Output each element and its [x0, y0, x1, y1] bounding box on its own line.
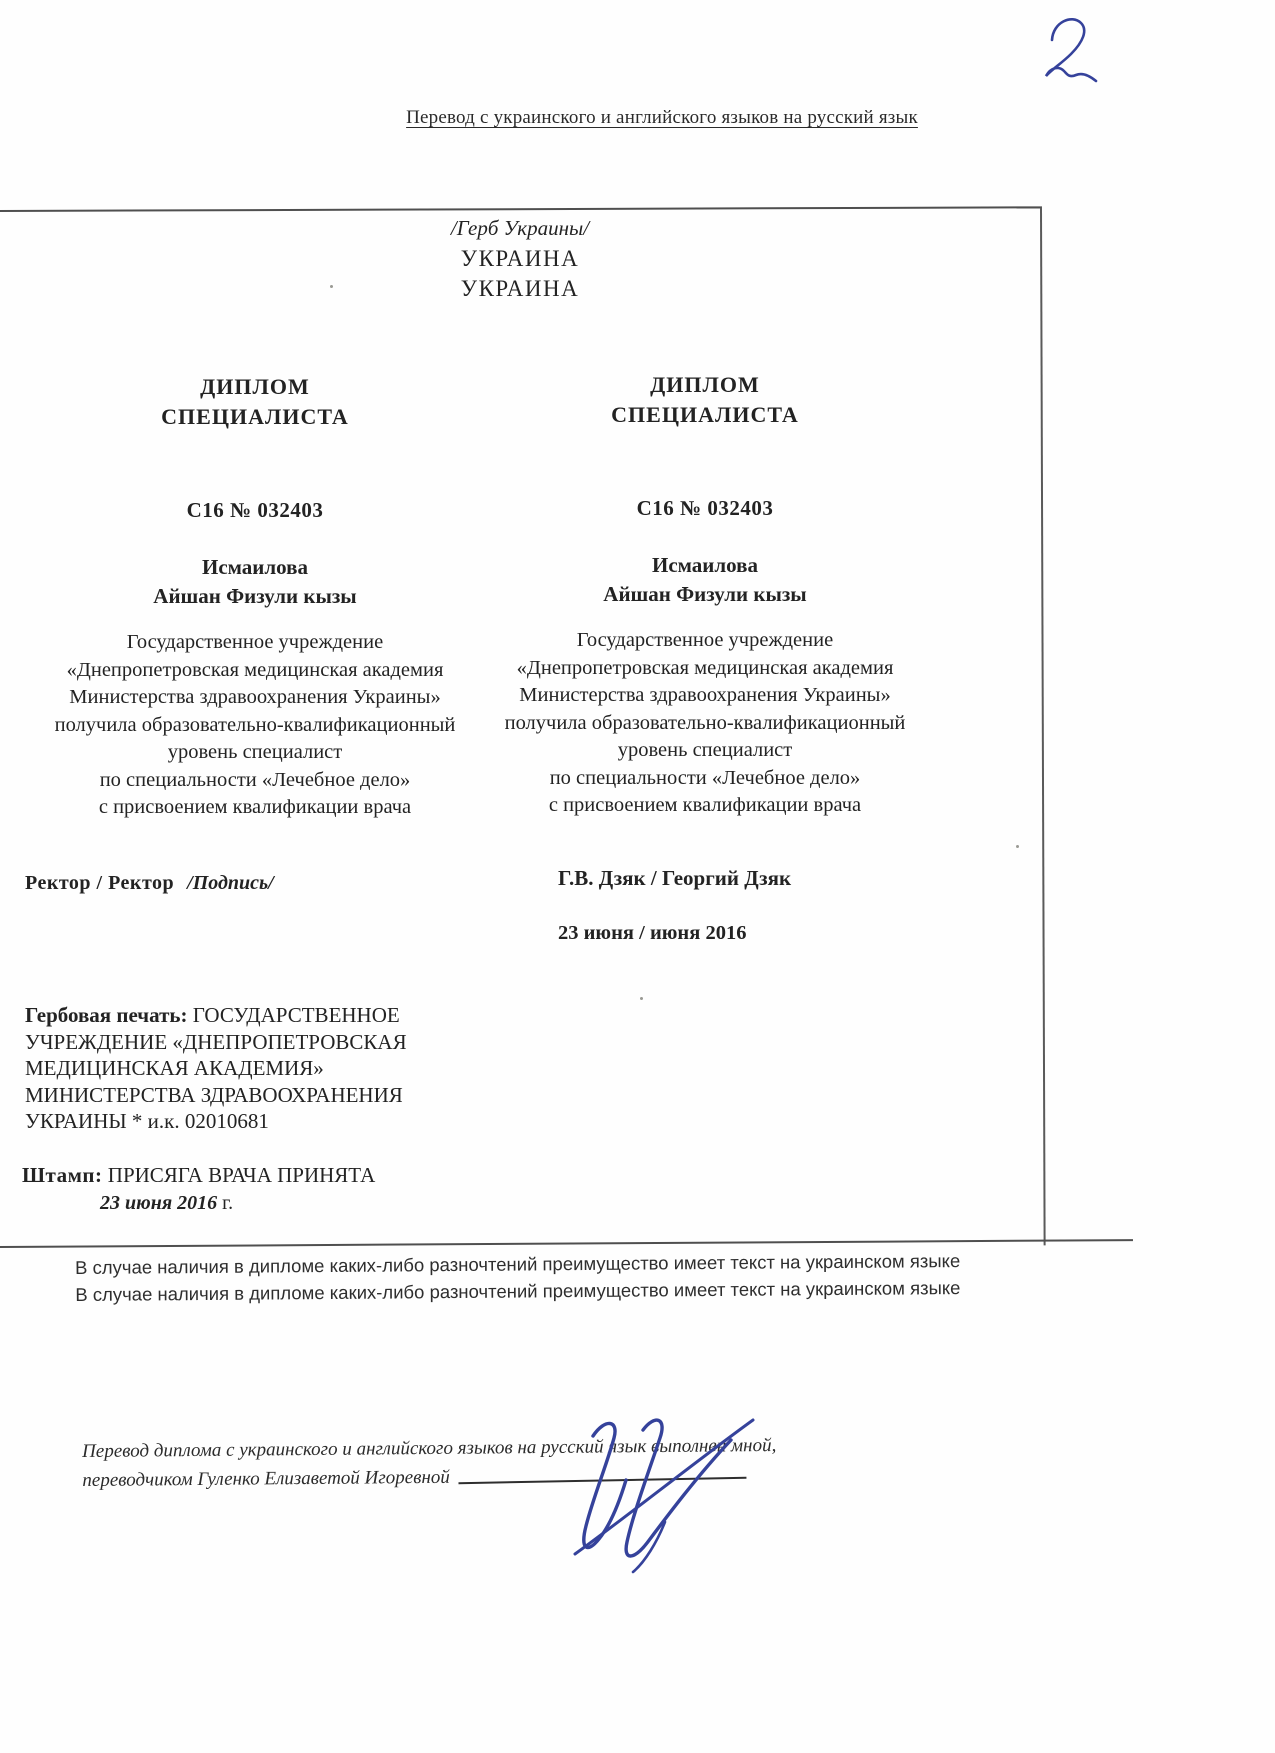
scan-speck: [640, 997, 643, 1000]
diploma-body-line: Государственное учреждение: [576, 629, 834, 651]
diploma-title: [470, 370, 940, 430]
diploma-title-line2: СПЕЦИАЛИСТА: [611, 402, 799, 427]
handwritten-page-number: [1038, 10, 1102, 90]
country-name-line2: УКРАИНА: [460, 276, 580, 301]
diploma-title-line2: СПЕЦИАЛИСТА: [161, 404, 349, 429]
diploma-body-line: Министерства здравоохранения Украины»: [519, 684, 891, 706]
discrepancy-note: [75, 1246, 1095, 1308]
diploma-body-line: уровень специалист: [167, 741, 343, 763]
translator-signature: [545, 1402, 785, 1577]
stamp-date: 23 июня 2016: [100, 1192, 218, 1214]
holder-surname: Исмаилова: [201, 555, 308, 579]
stamp-date-suffix: г.: [222, 1192, 234, 1214]
diploma-body-line: с присвоением квалификации врача: [548, 794, 862, 816]
diploma-body-line: с присвоением квалификации врача: [98, 796, 412, 818]
diploma-title-line1: ДИПЛОМ: [200, 374, 310, 399]
rector-name-line: Г.В. Дзяк / Георгий Дзяк: [558, 866, 792, 890]
diploma-body-line: «Днепропетровская медицинская академия: [66, 658, 444, 681]
diploma-body-line: уровень специалист: [617, 739, 793, 761]
stamp-note: [22, 1163, 375, 1188]
diploma-number: С16 № 032403: [186, 498, 324, 522]
discrepancy-note-line1: В случае наличия в дипломе каких-либо разночтений преимущество имеет текст на украинском языке: [75, 1250, 961, 1278]
seal-note-line4: МИНИСТЕРСТВА ЗДРАВООХРАНЕНИЯ: [25, 1082, 403, 1107]
stamp-label: Штамп:: [22, 1163, 103, 1187]
diploma-column-right: [470, 370, 940, 820]
country-name-line1: УКРАИНА: [460, 246, 580, 271]
diploma-holder-name: [470, 551, 940, 609]
stamp-date-line: [100, 1192, 233, 1215]
coat-of-arms-note: /Герб Украины/: [450, 216, 590, 240]
stamp-text: ПРИСЯГА ВРАЧА ПРИНЯТА: [107, 1163, 376, 1187]
diploma-body-line: «Днепропетровская медицинская академия: [516, 656, 894, 679]
signature-placeholder-note: /Подпись/: [187, 872, 274, 894]
seal-note-line5: УКРАИНЫ * и.к. 02010681: [25, 1109, 269, 1133]
diploma-holder-name: [20, 553, 490, 611]
diploma-column-left: [20, 372, 490, 822]
diploma-body: [470, 627, 940, 820]
diploma-body-line: получила образовательно-квалификационный: [504, 711, 906, 734]
holder-surname: Исмаилова: [651, 553, 758, 577]
diploma-body-line: Министерства здравоохранения Украины»: [69, 686, 441, 708]
translator-statement-line1: Перевод диплома с украинского и английского языков на русский язык выполнен мной,: [82, 1434, 777, 1462]
seal-note-line3: МЕДИЦИНСКАЯ АКАДЕМИЯ»: [25, 1056, 324, 1080]
diploma-number: С16 № 032403: [636, 496, 774, 520]
diploma-body-line: Государственное учреждение: [126, 631, 384, 653]
diploma-title: [20, 372, 490, 432]
rector-label: Ректор / Ректор: [25, 872, 175, 894]
seal-text: ГОСУДАРСТВЕННОЕ: [192, 1003, 400, 1027]
diploma-title-line1: ДИПЛОМ: [650, 372, 760, 397]
seal-note-line1: [25, 1002, 475, 1029]
seal-note: [25, 1002, 475, 1135]
scan-speck: [1016, 845, 1019, 848]
translator-statement: [82, 1429, 982, 1495]
seal-note-line2: УЧРЕЖДЕНИЕ «ДНЕПРОПЕТРОВСКАЯ: [25, 1029, 407, 1054]
rector-signature-line: [25, 872, 274, 895]
translation-direction-header: Перевод с украинского и английского языков на русский язык: [406, 107, 918, 128]
seal-label: Гербовая печать:: [25, 1003, 188, 1027]
holder-given-names: Айшан Физули кызы: [603, 582, 807, 606]
diploma-body: [20, 629, 490, 822]
holder-given-names: Айшан Физули кызы: [153, 584, 357, 608]
diploma-body-line: по специальности «Лечебное дело»: [549, 766, 861, 789]
diploma-body-line: по специальности «Лечебное дело»: [99, 768, 411, 791]
diploma-body-line: получила образовательно-квалификационный: [54, 713, 456, 736]
translator-name: переводчиком Гуленко Елизаветой Игоревной: [82, 1466, 450, 1491]
issue-date-line: 23 июня / июня 2016: [558, 922, 747, 944]
discrepancy-note-line2: В случае наличия в дипломе каких-либо разночтений преимущество имеет текст на украинском языке: [75, 1277, 961, 1305]
